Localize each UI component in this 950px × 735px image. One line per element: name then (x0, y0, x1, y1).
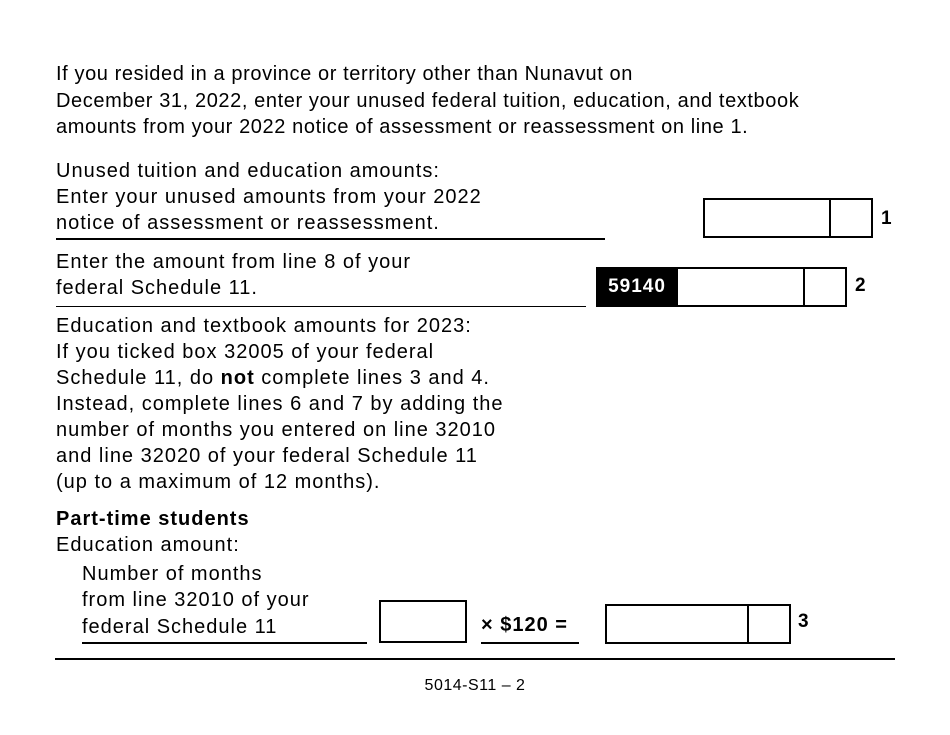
education-text-4: number of months you entered on line 32010 (56, 419, 497, 441)
intro-line-2: December 31, 2022, enter your unused federal tuition, education, and textbook (56, 90, 800, 112)
line2-number: 2 (855, 275, 866, 296)
months-label-a: Number of months (82, 563, 263, 585)
page-bottom-rule (55, 658, 895, 660)
education-heading: Education and textbook amounts for 2023: (56, 315, 472, 337)
line2-amount-field[interactable] (676, 267, 847, 307)
rate-rule (481, 642, 579, 644)
line2-text-a: Enter the amount from line 8 of your (56, 251, 412, 273)
intro-line-3: amounts from your 2022 notice of assessment or reassessment on line 1. (56, 116, 749, 138)
education-text-3: Instead, complete lines 6 and 7 by adding the (56, 393, 504, 415)
cents-divider (803, 269, 805, 305)
line3-number: 3 (798, 611, 809, 632)
line2-rule (56, 306, 586, 307)
line3-amount-field[interactable] (605, 604, 791, 644)
education-text-1: If you ticked box 32005 of your federal (56, 341, 435, 363)
months-label-b: from line 32010 of your (82, 589, 310, 611)
education-amount-label: Education amount: (56, 534, 240, 556)
line1-rule (56, 238, 605, 240)
line1-text-a: Enter your unused amounts from your 2022 (56, 186, 482, 208)
line1-number: 1 (881, 208, 892, 229)
months-label-c: federal Schedule 11 (82, 616, 278, 638)
education-text-2: Schedule 11, do not complete lines 3 and 4. (56, 367, 490, 389)
line-code-badge: 59140 (596, 267, 678, 307)
part-time-heading: Part-time students (56, 508, 250, 530)
cents-divider (747, 606, 749, 642)
line1-text-b: notice of assessment or reassessment. (56, 212, 440, 234)
cents-divider (829, 200, 831, 236)
page-footer: 5014-S11 – 2 (424, 677, 526, 694)
line1-amount-field[interactable] (703, 198, 873, 238)
rate-multiplier: × $120 = (481, 614, 568, 636)
intro-line-1: If you resided in a province or territory other than Nunavut on (56, 63, 633, 85)
unused-amounts-heading: Unused tuition and education amounts: (56, 160, 440, 182)
education-text-6: (up to a maximum of 12 months). (56, 471, 381, 493)
education-text-5: and line 32020 of your federal Schedule 11 (56, 445, 478, 467)
emphasis-not: not (220, 367, 255, 389)
months-rule (82, 642, 367, 644)
line2-text-b: federal Schedule 11. (56, 277, 258, 299)
months-input[interactable] (379, 600, 467, 643)
